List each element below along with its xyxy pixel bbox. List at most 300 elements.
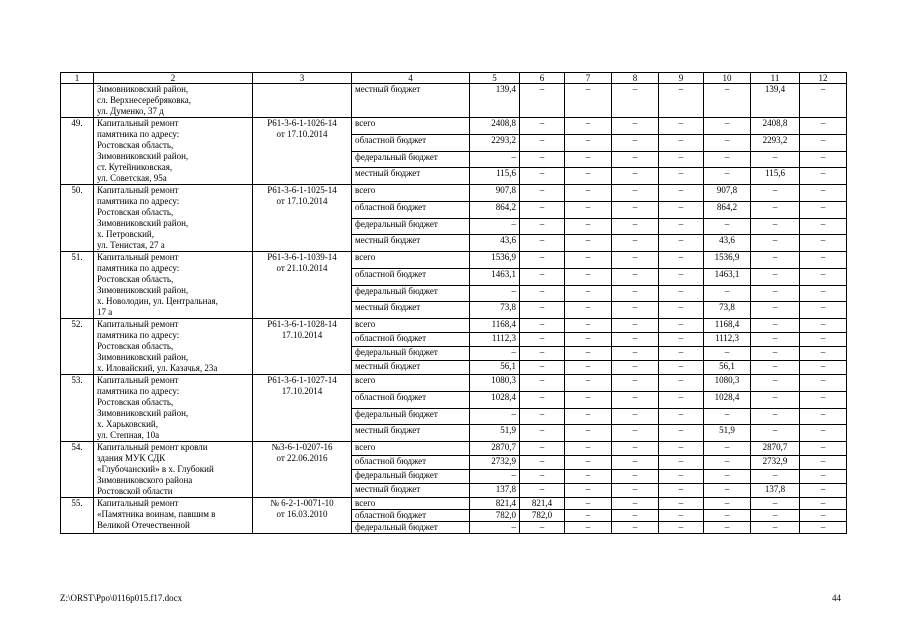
amount-cell: – [659,425,704,442]
item-number: 53. [61,375,94,442]
funding-source: местный бюджет [352,168,470,185]
object-name-line: ул. Тенистая, 27 а [97,240,165,250]
document-reference [253,319,352,375]
column-header: 12 [800,73,847,84]
amount-cell: 43,6 [470,235,520,252]
amount-cell: – [520,252,565,269]
amount-cell: – [659,235,704,252]
amount-cell: – [612,201,659,218]
amount-cell: – [565,361,612,375]
object-name [94,375,253,442]
object-name-line: сл. Верхнесеребряковка, [97,95,191,105]
amount-cell: 1112,3 [704,333,751,347]
amount-cell: – [612,510,659,522]
amount-cell: – [800,375,847,392]
amount-cell: – [704,218,751,235]
amount-cell: – [659,319,704,333]
object-name-line: Зимовниковский район, [97,285,189,295]
amount-cell: – [704,347,751,361]
amount-cell: – [612,347,659,361]
amount-cell: 51,9 [470,425,520,442]
amount-cell: – [659,361,704,375]
amount-cell: – [751,498,800,510]
document-reference [253,185,352,252]
amount-cell: 2732,9 [751,456,800,470]
document-reference-line: от 17.10.2014 [276,196,328,206]
object-name-line: Зимовниковский район, [97,218,189,228]
funding-source: областной бюджет [352,333,470,347]
amount-cell: 2408,8 [751,118,800,135]
table-row [61,84,847,118]
object-name [94,498,253,534]
amount-cell: – [612,235,659,252]
amount-cell: – [565,484,612,498]
amount-cell: – [659,333,704,347]
table-row [61,375,847,392]
amount-cell: – [751,408,800,425]
amount-cell: – [520,470,565,484]
object-name-line: памятника по адресу: [97,129,180,139]
document-reference-line: от 22.06.2016 [276,453,328,463]
column-header: 8 [612,73,659,84]
funding-source: местный бюджет [352,425,470,442]
amount-cell: – [800,302,847,319]
amount-cell: – [520,235,565,252]
amount-cell: – [800,168,847,185]
amount-cell: – [520,168,565,185]
amount-cell: – [565,168,612,185]
column-header: 1 [61,73,94,84]
amount-cell: – [520,347,565,361]
object-name-line: Зимовниковский район, [97,352,189,362]
amount-cell: – [470,470,520,484]
amount-cell: 821,4 [470,498,520,510]
amount-cell: – [800,442,847,456]
amount-cell: – [704,84,751,118]
document-reference-line: Р61-3-6-1-1026-14 [267,118,337,128]
amount-cell: – [565,302,612,319]
amount-cell: – [659,347,704,361]
document-reference-line: № 6-2-1-0071-10 [270,498,334,508]
object-name-line: х. Петровский, [97,229,154,239]
amount-cell: – [704,285,751,302]
amount-cell: – [520,218,565,235]
amount-cell: 1028,4 [470,391,520,408]
footer-file-path: Z:\ORST\Ppo\0116p015.f17.docx [60,593,183,603]
amount-cell: – [800,408,847,425]
amount-cell: – [565,391,612,408]
amount-cell: 1168,4 [704,319,751,333]
amount-cell: – [565,268,612,285]
column-header: 6 [520,73,565,84]
amount-cell: – [565,151,612,168]
funding-source: местный бюджет [352,484,470,498]
column-header: 4 [352,73,470,84]
amount-cell: – [800,151,847,168]
document-reference-line: от 16.03.2010 [276,509,328,519]
amount-cell: 137,8 [751,484,800,498]
amount-cell: – [704,442,751,456]
amount-cell: 1080,3 [470,375,520,392]
amount-cell: – [520,333,565,347]
amount-cell: – [800,333,847,347]
amount-cell: – [612,151,659,168]
amount-cell: – [659,168,704,185]
document-reference [253,252,352,319]
object-name-line: Великой Отечественной [97,520,190,530]
amount-cell: – [659,151,704,168]
amount-cell: – [520,391,565,408]
object-name [94,252,253,319]
amount-cell: 51,9 [704,425,751,442]
object-name-line: ул. Думенко, 37 д [97,106,164,116]
column-header: 7 [565,73,612,84]
amount-cell: – [704,484,751,498]
amount-cell: – [659,252,704,269]
funding-source: федеральный бюджет [352,151,470,168]
amount-cell: – [800,498,847,510]
amount-cell: – [704,134,751,151]
funding-source: всего [352,319,470,333]
amount-cell: – [612,84,659,118]
amount-cell: 115,6 [470,168,520,185]
amount-cell: 1080,3 [704,375,751,392]
amount-cell: – [470,285,520,302]
amount-cell: – [659,522,704,534]
document-reference-line: Р61-3-6-1-1027-14 [267,375,337,385]
amount-cell: 43,6 [704,235,751,252]
object-name-line: «Глубочанский» в х. Глубокий [97,464,214,474]
amount-cell: – [612,498,659,510]
amount-cell: 864,2 [704,201,751,218]
amount-cell: – [565,333,612,347]
funding-source: федеральный бюджет [352,347,470,361]
amount-cell: – [612,361,659,375]
amount-cell: – [800,319,847,333]
amount-cell: 907,8 [470,185,520,202]
amount-cell: – [659,498,704,510]
amount-cell: – [800,484,847,498]
object-name-line: здания МУК СДК [97,453,166,463]
object-name-line: памятника по адресу: [97,263,180,273]
amount-cell: – [751,218,800,235]
amount-cell: – [800,391,847,408]
amount-cell: – [800,235,847,252]
amount-cell: 1028,4 [704,391,751,408]
amount-cell: – [565,510,612,522]
amount-cell: – [565,456,612,470]
object-name-line: памятника по адресу: [97,196,180,206]
amount-cell: – [520,522,565,534]
amount-cell: – [800,218,847,235]
amount-cell: – [659,185,704,202]
amount-cell: – [565,498,612,510]
amount-cell: – [612,333,659,347]
amount-cell: 1463,1 [704,268,751,285]
amount-cell: 137,8 [470,484,520,498]
document-reference-line: Р61-3-6-1-1039-14 [267,252,337,262]
amount-cell: – [470,522,520,534]
document-reference-line: Р61-3-6-1-1025-14 [267,185,337,195]
amount-cell: – [751,425,800,442]
funding-source: всего [352,498,470,510]
object-name-line: Капитальный ремонт [97,375,179,385]
funding-source: федеральный бюджет [352,522,470,534]
object-name [94,84,253,118]
amount-cell: – [565,442,612,456]
document-reference-line: Р61-3-6-1-1028-14 [267,319,337,329]
document-reference-line: 17.10.2014 [281,386,323,396]
object-name-line: Капитальный ремонт [97,118,179,128]
amount-cell: – [659,375,704,392]
amount-cell: – [800,361,847,375]
amount-cell: 864,2 [470,201,520,218]
document-reference-line: №3-6-1-0207-16 [271,442,333,452]
object-name-line: х. Иловайский, ул. Казачья, 23а [97,363,218,373]
amount-cell: – [800,510,847,522]
object-name-line: Ростовская область, [97,397,174,407]
amount-cell: – [520,268,565,285]
object-name [94,185,253,252]
funding-source: областной бюджет [352,456,470,470]
object-name-line: Капитальный ремонт [97,252,179,262]
funding-source: федеральный бюджет [352,408,470,425]
item-number: 49. [61,118,94,185]
amount-cell: – [565,285,612,302]
amount-cell: – [751,151,800,168]
amount-cell: – [751,302,800,319]
object-name-line: ул. Советская, 95а [97,173,167,183]
column-header: 11 [751,73,800,84]
column-header: 5 [470,73,520,84]
funding-source: всего [352,252,470,269]
amount-cell: 821,4 [520,498,565,510]
object-name [94,442,253,498]
object-name [94,319,253,375]
amount-cell: – [659,118,704,135]
amount-cell: – [659,391,704,408]
funding-source: областной бюджет [352,510,470,522]
amount-cell: – [612,391,659,408]
document-reference [253,375,352,442]
amount-cell: 907,8 [704,185,751,202]
amount-cell: – [565,375,612,392]
object-name-line: Зимовниковский район, [97,408,189,418]
document-reference [253,498,352,534]
amount-cell: – [751,510,800,522]
amount-cell: 782,0 [470,510,520,522]
amount-cell: 2870,7 [751,442,800,456]
amount-cell: 2293,2 [751,134,800,151]
amount-cell: – [751,235,800,252]
funding-source: федеральный бюджет [352,470,470,484]
column-header: 3 [253,73,352,84]
amount-cell: – [751,268,800,285]
amount-cell: – [751,361,800,375]
amount-cell: – [565,347,612,361]
amount-cell: – [520,442,565,456]
amount-cell: 1536,9 [704,252,751,269]
amount-cell: – [659,134,704,151]
amount-cell: – [520,285,565,302]
amount-cell: 56,1 [704,361,751,375]
table-row [61,498,847,510]
amount-cell: – [612,456,659,470]
amount-cell: – [565,218,612,235]
amount-cell: – [659,268,704,285]
amount-cell: – [470,408,520,425]
amount-cell: – [659,456,704,470]
amount-cell: – [800,347,847,361]
amount-cell: – [659,484,704,498]
amount-cell: – [659,201,704,218]
funding-source: местный бюджет [352,235,470,252]
amount-cell: – [520,302,565,319]
funding-source: областной бюджет [352,134,470,151]
table-row [61,185,847,202]
amount-cell: – [612,408,659,425]
amount-cell: – [612,118,659,135]
object-name-line: Капитальный ремонт [97,319,179,329]
item-number: 50. [61,185,94,252]
amount-cell: – [800,185,847,202]
amount-cell: 56,1 [470,361,520,375]
amount-cell: – [520,425,565,442]
amount-cell: – [800,522,847,534]
object-name-line: памятника по адресу: [97,330,180,340]
object-name-line: Зимовниковский район, [97,151,189,161]
amount-cell: – [704,456,751,470]
amount-cell: 1112,3 [470,333,520,347]
amount-cell: 2293,2 [470,134,520,151]
column-header: 2 [94,73,253,84]
amount-cell: – [565,319,612,333]
amount-cell: – [612,375,659,392]
object-name-line: Ростовская область, [97,207,174,217]
amount-cell: 1536,9 [470,252,520,269]
amount-cell: – [751,522,800,534]
amount-cell: – [751,201,800,218]
document-reference [253,442,352,498]
amount-cell: – [520,361,565,375]
column-header: 10 [704,73,751,84]
funding-source: областной бюджет [352,201,470,218]
amount-cell: – [659,442,704,456]
amount-cell: – [659,302,704,319]
amount-cell: – [612,218,659,235]
amount-cell: – [565,134,612,151]
object-name-line: х. Харьковский, [97,419,158,429]
amount-cell: – [520,375,565,392]
amount-cell: 73,8 [470,302,520,319]
funding-source: местный бюджет [352,84,470,118]
amount-cell: – [520,319,565,333]
object-name-line: 17 а [97,307,113,317]
funding-source: всего [352,185,470,202]
amount-cell: – [659,470,704,484]
amount-cell: – [751,391,800,408]
amount-cell: 73,8 [704,302,751,319]
amount-cell: – [520,134,565,151]
amount-cell: – [612,470,659,484]
object-name-line: «Памятника воинам, павшим в [97,509,216,519]
funding-source: всего [352,118,470,135]
funding-source: федеральный бюджет [352,285,470,302]
amount-cell: – [704,168,751,185]
object-name-line: памятника по адресу: [97,386,180,396]
amount-cell: – [612,252,659,269]
document-reference-line: 17.10.2014 [281,330,323,340]
amount-cell: – [704,498,751,510]
item-number [61,84,94,118]
amount-cell: – [659,84,704,118]
object-name-line: ст. Кутейниковская, [97,162,173,172]
document-reference-line: от 17.10.2014 [276,129,328,139]
object-name-line: Капитальный ремонт [97,498,179,508]
amount-cell: 2870,7 [470,442,520,456]
document-reference [253,84,352,118]
amount-cell: 1168,4 [470,319,520,333]
amount-cell: – [520,456,565,470]
amount-cell: – [800,84,847,118]
amount-cell: – [565,84,612,118]
amount-cell: – [612,319,659,333]
amount-cell: – [612,268,659,285]
item-number: 54. [61,442,94,498]
amount-cell: – [659,408,704,425]
funding-source: областной бюджет [352,268,470,285]
object-name-line: х. Новолодин, ул. Центральная, [97,296,218,306]
amount-cell: – [800,118,847,135]
amount-cell: 139,4 [751,84,800,118]
amount-cell: – [612,134,659,151]
table-row [61,442,847,456]
amount-cell: – [565,118,612,135]
item-number: 52. [61,319,94,375]
amount-cell: – [565,185,612,202]
document-reference-line: от 21.10.2014 [276,263,328,273]
amount-cell: – [704,510,751,522]
amount-cell: – [751,375,800,392]
item-number: 55. [61,498,94,534]
amount-cell: – [612,285,659,302]
amount-cell: – [470,347,520,361]
amount-cell: – [612,442,659,456]
amount-cell: – [751,319,800,333]
amount-cell: – [704,151,751,168]
amount-cell: – [612,522,659,534]
object-name-line: Ростовская область, [97,274,174,284]
amount-cell: – [659,285,704,302]
funding-source: местный бюджет [352,361,470,375]
amount-cell: – [565,470,612,484]
amount-cell: – [704,408,751,425]
amount-cell: – [520,484,565,498]
funding-source: федеральный бюджет [352,218,470,235]
amount-cell: – [612,484,659,498]
amount-cell: – [520,408,565,425]
amount-cell: 782,0 [520,510,565,522]
object-name-line: Ростовская область, [97,140,174,150]
amount-cell: – [520,201,565,218]
amount-cell: – [751,185,800,202]
amount-cell: – [751,285,800,302]
amount-cell: – [612,425,659,442]
amount-cell: – [704,470,751,484]
amount-cell: – [751,347,800,361]
amount-cell: – [704,522,751,534]
amount-cell: – [612,185,659,202]
